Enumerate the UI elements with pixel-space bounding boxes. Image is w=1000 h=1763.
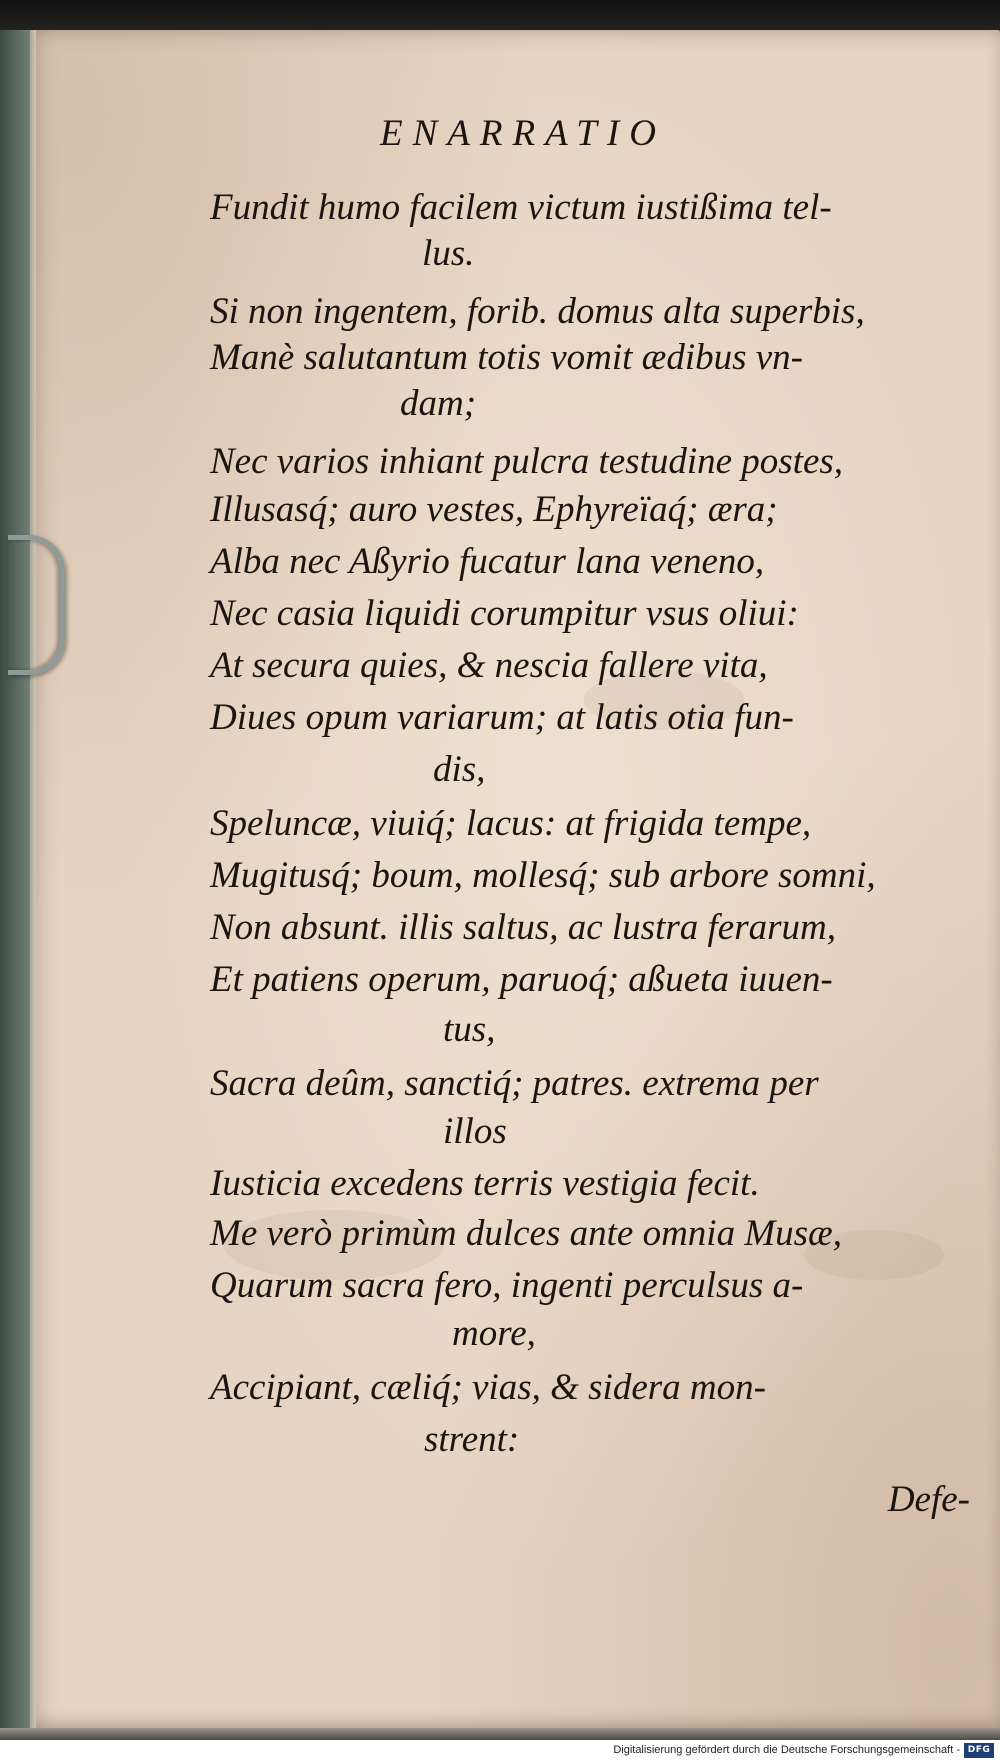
- text-line: At secura quies, & nescia fallere vita,: [210, 645, 768, 686]
- page-bottom-edge: [0, 1728, 1000, 1740]
- digitization-credit: Digitalisierung gefördert durch die Deutsche Forschungsgemeinschaft -: [613, 1744, 960, 1756]
- text-line: Speluncæ, viuiq́; lacus: at frigida tempe,: [210, 803, 812, 844]
- text-line: Si non ingentem, forib. domus alta superbis,: [210, 291, 865, 332]
- book-clasp: [8, 535, 65, 675]
- catchword: Defe-: [887, 1479, 970, 1520]
- text-line: dis,: [433, 749, 486, 790]
- text-line: Non absunt. illis saltus, ac lustra ferarum,: [210, 907, 836, 948]
- text-line: illos: [443, 1111, 507, 1152]
- running-head: ENARRATIO: [380, 113, 666, 154]
- text-line: Quarum sacra fero, ingenti perculsus a-: [210, 1265, 804, 1306]
- text-line: Me verò primùm dulces ante omnia Musæ,: [210, 1213, 842, 1254]
- text-line: Accipiant, cæliq́; vias, & sidera mon-: [210, 1367, 766, 1408]
- text-line: Nec varios inhiant pulcra testudine postes,: [210, 441, 844, 482]
- text-line: Sacra deûm, sanctiq́; patres. extrema per: [210, 1063, 819, 1104]
- text-line: dam;: [400, 383, 477, 424]
- text-line: Fundit humo facilem victum iustißima tel-: [210, 187, 832, 228]
- text-line: Nec casia liquidi corumpitur vsus oliui:: [210, 593, 799, 634]
- text-line: more,: [452, 1313, 536, 1354]
- text-line: strent:: [424, 1419, 520, 1460]
- text-line: tus,: [443, 1009, 496, 1050]
- text-line: Alba nec Aßyrio fucatur lana veneno,: [210, 541, 765, 582]
- text-line: lus.: [422, 233, 475, 274]
- text-line: Diues opum variarum; at latis otia fun-: [210, 697, 794, 738]
- text-line: Iusticia excedens terris vestigia fecit.: [210, 1163, 760, 1204]
- text-line: Illusasq́; auro vestes, Ephyreïaq́; æra;: [210, 489, 778, 530]
- book-binding: [0, 30, 36, 1730]
- text-line: Manè salutantum totis vomit ædibus vn-: [210, 337, 803, 378]
- text-line: Et patiens operum, paruoq́; aßueta iuuen-: [210, 959, 833, 1000]
- dfg-logo: DFG: [964, 1743, 994, 1758]
- text-line: Mugitusq́; boum, mollesq́; sub arbore somni,: [210, 855, 876, 896]
- footer-bar: [0, 1740, 1000, 1763]
